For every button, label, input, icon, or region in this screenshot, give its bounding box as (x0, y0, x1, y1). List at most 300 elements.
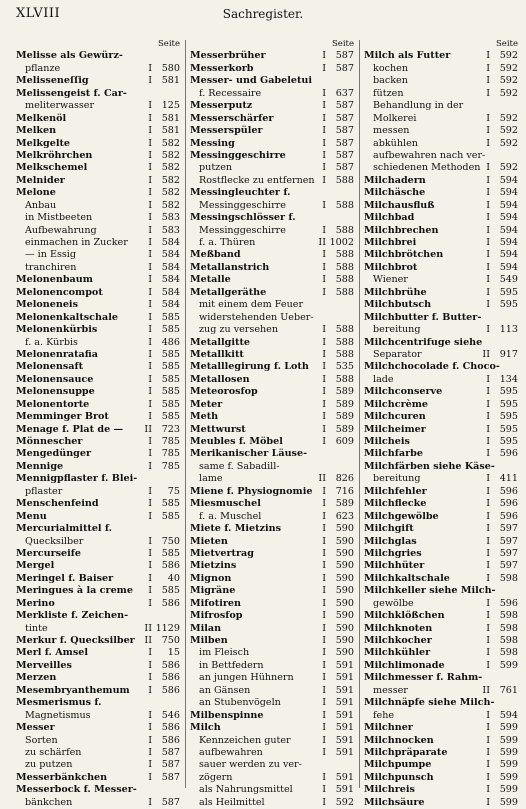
entry-term: Melnider (16, 174, 65, 186)
index-entry (16, 150, 180, 162)
index-entry (16, 399, 180, 411)
entry-page: 599 (499, 784, 518, 796)
index-entry (364, 623, 518, 635)
entry-term: gewölbe (373, 597, 414, 609)
index-entry (364, 759, 518, 771)
index-entry (16, 647, 180, 659)
entry-page: 589 (335, 386, 354, 398)
entry-volume: I (322, 547, 326, 559)
index-entry (364, 299, 518, 311)
index-entry (16, 187, 180, 199)
entry-term: Rostflecke zu entfernen (199, 174, 315, 186)
entry-page: 590 (335, 547, 354, 559)
entry-term: backen (373, 75, 408, 87)
entry-page: 723 (161, 423, 180, 435)
entry-volume: I (322, 386, 326, 398)
index-entry (190, 523, 354, 535)
index-entry (190, 536, 354, 548)
entry-volume: I (148, 684, 152, 696)
entry-page: 587 (335, 112, 354, 124)
index-entry (190, 461, 354, 473)
entry-page: 592 (499, 50, 518, 62)
entry-term: Mennigpflaster f. Blei- (16, 473, 138, 485)
index-entry (16, 287, 180, 299)
index-entry (190, 573, 354, 585)
entry-volume: I (322, 697, 326, 709)
index-entry (16, 486, 180, 498)
entry-page: 750 (161, 635, 180, 646)
entry-page: 826 (335, 473, 354, 485)
entry-volume: I (322, 348, 326, 360)
entry-term: Milchbrei (364, 237, 417, 248)
entry-page: 597 (499, 560, 518, 572)
entry-volume: I (148, 224, 152, 236)
index-entry (364, 772, 518, 784)
entry-volume: I (148, 100, 152, 112)
index-entry (16, 772, 180, 784)
entry-volume: I (486, 746, 490, 758)
entry-term: zögern (199, 771, 233, 783)
entry-page: 581 (161, 125, 180, 137)
entry-term: Milchcrème (364, 398, 428, 410)
entry-page: 592 (499, 75, 518, 87)
entry-page: 592 (499, 112, 518, 124)
index-entry (190, 386, 354, 398)
index-entry (364, 424, 518, 436)
entry-term: Melonenbaum (16, 274, 93, 286)
index-entry (190, 162, 354, 174)
entry-term: messer (373, 684, 408, 696)
entry-term: Aufbewahrung (25, 224, 97, 236)
entry-page: 637 (335, 87, 354, 99)
entry-term: Melone (16, 187, 56, 199)
entry-volume: I (148, 361, 152, 373)
index-entry (16, 200, 180, 212)
entry-term: Mieten (190, 535, 228, 547)
index-entry (364, 138, 518, 150)
index-entry (190, 685, 354, 697)
entry-term: Meth (190, 411, 219, 423)
index-entry (190, 635, 354, 647)
entry-page: 587 (335, 162, 354, 174)
index-entry (16, 747, 180, 759)
entry-volume: I (148, 597, 152, 609)
entry-page: 585 (161, 398, 180, 410)
entry-term: Melisse als Gewürz- (16, 50, 123, 62)
entry-page: 411 (499, 473, 518, 485)
entry-term: Milchpräparate (364, 746, 448, 758)
entry-volume: I (322, 784, 326, 796)
entry-term: Messerbrüher (190, 50, 266, 62)
entry-page: 599 (499, 734, 518, 746)
entry-term: Menage f. Plat de — (16, 423, 124, 435)
entry-page: 599 (499, 759, 518, 771)
entry-volume: I (486, 560, 490, 572)
entry-volume: I (486, 224, 490, 236)
entry-page: 586 (161, 684, 180, 696)
entry-term: kochen (373, 62, 408, 74)
entry-term: widerstehenden Ueber- (199, 311, 314, 323)
entry-volume: I (486, 411, 490, 423)
index-entry (16, 722, 180, 734)
entry-term: Milchkaltschale (364, 572, 450, 584)
entry-volume: I (148, 274, 152, 286)
entry-page: 546 (161, 709, 180, 721)
index-entry (190, 262, 354, 274)
entry-page: 588 (335, 174, 354, 186)
index-entry (16, 424, 180, 436)
entry-page: 549 (499, 274, 518, 286)
entry-page: 595 (499, 286, 518, 298)
index-entry (16, 523, 180, 535)
entry-page: 40 (167, 572, 180, 584)
entry-volume: I (322, 112, 326, 124)
entry-page: 125 (161, 100, 180, 112)
entry-term: pflaster (25, 485, 63, 497)
entry-term: Milchfärben siehe Käse- (364, 460, 495, 472)
index-entry (190, 647, 354, 659)
entry-volume: I (322, 224, 326, 236)
index-entry (16, 125, 180, 137)
index-entry (16, 262, 180, 274)
entry-term: einmachen in Zucker (25, 237, 128, 248)
entry-page: 595 (499, 299, 518, 311)
index-entry (190, 548, 354, 560)
index-entry (364, 511, 518, 523)
entry-page: 584 (161, 299, 180, 311)
entry-page: 598 (499, 610, 518, 622)
entry-volume: I (486, 784, 490, 796)
entry-term: Merl f. Amsel (16, 647, 88, 659)
entry-term: abkühlen (373, 137, 418, 149)
index-entry (190, 138, 354, 150)
entry-page: 785 (161, 460, 180, 472)
entry-page: 785 (161, 436, 180, 447)
index-entry (364, 100, 518, 112)
entry-volume: I (322, 535, 326, 547)
entry-volume: I (322, 597, 326, 609)
entry-term: an Stubenvögeln (199, 697, 281, 709)
entry-volume: I (486, 324, 490, 336)
entry-page: 590 (335, 622, 354, 634)
entry-term: Milchglas (364, 535, 417, 547)
entry-term: Mettwurst (190, 423, 246, 435)
entry-page: 587 (161, 771, 180, 783)
entry-page: 486 (161, 336, 180, 348)
index-entry (190, 486, 354, 498)
entry-volume: I (486, 237, 490, 248)
entry-term: im Fleisch (199, 647, 250, 659)
entry-term: sauer werden zu ver- (199, 759, 302, 771)
index-entry (364, 200, 518, 212)
entry-page: 599 (499, 771, 518, 783)
entry-volume: I (486, 274, 490, 286)
seite-label: Seite (157, 39, 180, 49)
index-column-2 (190, 38, 354, 808)
entry-term: Milchreis (364, 784, 415, 796)
entry-term: bereitung (373, 324, 421, 336)
entry-term: Milchgries (364, 547, 422, 559)
entry-term: Sorten (25, 734, 58, 746)
entry-page: 592 (335, 796, 354, 808)
entry-term: pflanze (25, 62, 61, 74)
entry-page: 589 (335, 398, 354, 410)
entry-page: 597 (499, 523, 518, 535)
entry-page: 750 (161, 535, 180, 547)
index-entry (190, 560, 354, 572)
entry-term: Messinggeschirre (190, 149, 286, 161)
entry-volume: I (322, 174, 326, 186)
index-entry (16, 50, 180, 62)
entry-page: 917 (499, 348, 518, 360)
entry-page: 595 (499, 436, 518, 447)
entry-term: Menu (16, 510, 47, 522)
entry-page: 583 (161, 212, 180, 224)
entry-volume: II (318, 237, 326, 248)
entry-volume: I (148, 746, 152, 758)
entry-volume: II (144, 635, 152, 646)
index-entry (190, 672, 354, 684)
entry-volume: II (144, 622, 152, 634)
entry-term: Milchflecke (364, 498, 427, 510)
entry-page: 586 (161, 560, 180, 572)
column-header (364, 38, 518, 50)
entry-volume: I (486, 647, 490, 659)
index-entry (364, 349, 518, 361)
entry-page: 75 (167, 485, 180, 497)
entry-page: 594 (499, 237, 518, 248)
index-entry (190, 361, 354, 373)
entry-term: Milbenspinne (190, 709, 264, 721)
entry-volume: I (322, 361, 326, 373)
index-entry (364, 386, 518, 398)
entry-term: Milcheimer (364, 423, 426, 435)
entry-term: Melonenratafia (16, 348, 98, 360)
entry-page: 535 (335, 361, 354, 373)
index-entry (16, 672, 180, 684)
entry-volume: I (322, 423, 326, 435)
entry-page: 609 (335, 436, 354, 447)
entry-term: Messerkorb (190, 62, 254, 74)
entry-term: Mesmerismus f. (16, 697, 102, 709)
entry-volume: I (486, 498, 490, 510)
entry-term: Messer- und Gabeletui (190, 75, 313, 87)
entry-volume: I (322, 162, 326, 174)
entry-page: 596 (499, 498, 518, 510)
index-entry (364, 50, 518, 62)
entry-page: 599 (499, 796, 518, 808)
entry-term: Milchkeller siehe Milch- (364, 585, 496, 597)
entry-page: 581 (161, 75, 180, 87)
index-entry (364, 150, 518, 162)
entry-page: 592 (499, 87, 518, 99)
entry-page: 588 (335, 249, 354, 261)
entry-volume: II (482, 684, 490, 696)
index-entry (364, 374, 518, 386)
index-entry (364, 635, 518, 647)
index-entry (364, 735, 518, 747)
index-entry (190, 498, 354, 510)
entry-term: Melken (16, 125, 57, 137)
entry-page: 588 (335, 224, 354, 236)
entry-volume: I (148, 62, 152, 74)
index-entry (364, 585, 518, 597)
entry-term: Melkröhrchen (16, 149, 93, 161)
index-entry (364, 560, 518, 572)
index-entry (16, 138, 180, 150)
entry-volume: I (148, 709, 152, 721)
entry-volume: I (148, 237, 152, 248)
entry-volume: I (322, 411, 326, 423)
index-entry (190, 88, 354, 100)
entry-volume: I (322, 261, 326, 273)
entry-term: an Gänsen (199, 684, 251, 696)
entry-term: mit einem dem Feuer (199, 299, 304, 311)
index-entry (16, 349, 180, 361)
entry-term: Merikanischer Läuse- (190, 448, 308, 460)
column-divider (359, 40, 360, 788)
entry-term: Milchnäpfe siehe Milch- (364, 697, 495, 709)
index-entry (16, 635, 180, 647)
index-entry (190, 312, 354, 324)
entry-volume: I (486, 62, 490, 74)
entry-term: Metallgitte (190, 336, 250, 348)
entry-volume: I (148, 460, 152, 472)
entry-term: Merkur f. Quecksilber (16, 635, 135, 646)
index-entry (190, 237, 354, 249)
entry-term: Milchbutter f. Butter- (364, 311, 482, 323)
index-entry (190, 660, 354, 672)
entry-volume: I (486, 112, 490, 124)
entry-page: 591 (335, 746, 354, 758)
index-entry (190, 411, 354, 423)
entry-page: 590 (335, 535, 354, 547)
entry-page: 585 (161, 498, 180, 510)
entry-volume: I (322, 684, 326, 696)
index-entry (364, 75, 518, 87)
entry-page: 134 (499, 373, 518, 385)
index-entry (190, 747, 354, 759)
page-title: Sachregister. (222, 7, 304, 21)
index-entry (190, 212, 354, 224)
index-entry (364, 685, 518, 697)
entry-volume: I (486, 137, 490, 149)
entry-page: 588 (335, 324, 354, 336)
entry-page: 588 (335, 336, 354, 348)
entry-page: 588 (335, 199, 354, 211)
entry-term: Milchbrechen (364, 224, 439, 236)
entry-page: 584 (161, 286, 180, 298)
entry-page: 587 (335, 50, 354, 62)
entry-term: Milcheis (364, 436, 410, 447)
index-entry (364, 448, 518, 460)
entry-page: 590 (335, 560, 354, 572)
entry-page: 585 (161, 373, 180, 385)
entry-term: Melkschemel (16, 162, 88, 174)
index-entry (190, 75, 354, 87)
entry-term: Messerspüler (190, 125, 263, 137)
entry-volume: I (148, 199, 152, 211)
entry-volume: I (148, 398, 152, 410)
entry-page: 589 (335, 498, 354, 510)
entry-term: Memminger Brot (16, 411, 109, 423)
index-entry (16, 610, 180, 622)
entry-term: Milchsäure (364, 796, 425, 808)
index-entry (364, 237, 518, 249)
entry-term: in Mistbeeten (25, 212, 93, 224)
entry-volume: I (486, 796, 490, 808)
entry-page: 586 (161, 722, 180, 734)
index-entry (16, 735, 180, 747)
index-entry (190, 399, 354, 411)
index-entry (16, 498, 180, 510)
entry-page: 591 (335, 784, 354, 796)
entry-page: 585 (161, 585, 180, 597)
entry-term: schiedenen Methoden (373, 162, 481, 174)
index-entry (364, 548, 518, 560)
entry-volume: I (148, 174, 152, 186)
entry-volume: I (148, 572, 152, 584)
entry-page: 598 (499, 572, 518, 584)
index-entry (16, 361, 180, 373)
entry-term: Meubles f. Möbel (190, 436, 283, 447)
page-header (0, 6, 526, 24)
entry-volume: I (148, 299, 152, 311)
index-entry (364, 361, 518, 373)
entry-page: 591 (335, 684, 354, 696)
index-entry (16, 88, 180, 100)
entry-term: Miene f. Physiognomie (190, 485, 313, 497)
entry-page: 595 (499, 386, 518, 398)
entry-volume: I (322, 125, 326, 137)
index-entry (16, 324, 180, 336)
index-entry (16, 461, 180, 473)
entry-term: Messinggeschirre (199, 199, 286, 211)
entry-volume: I (148, 261, 152, 273)
entry-volume: I (486, 187, 490, 199)
entry-term: Messer (16, 722, 55, 734)
entry-page: 585 (161, 547, 180, 559)
entry-page: 590 (335, 610, 354, 622)
index-entry (190, 424, 354, 436)
entry-term: tinte (25, 622, 48, 634)
index-entry (16, 759, 180, 771)
entry-volume: I (148, 187, 152, 199)
entry-term: Kennzeichen guter (199, 734, 291, 746)
entry-volume: I (486, 174, 490, 186)
index-entry (16, 175, 180, 187)
entry-term: — in Essig (25, 249, 76, 261)
index-entry (190, 113, 354, 125)
index-entry (364, 187, 518, 199)
entry-term: Miete f. Mietzins (190, 523, 281, 535)
entry-page: 785 (161, 448, 180, 460)
entry-term: Milchkocher (364, 635, 432, 646)
entry-term: Quecksilber (25, 535, 84, 547)
entry-volume: I (486, 162, 490, 174)
entry-page: 585 (161, 386, 180, 398)
entry-page: 15 (167, 647, 180, 659)
index-entry (16, 448, 180, 460)
entry-term: Meloneneis (16, 299, 78, 311)
entry-page: 587 (335, 62, 354, 74)
index-entry (190, 473, 354, 485)
index-entry (190, 610, 354, 622)
entry-page: 585 (161, 411, 180, 423)
entry-page: 623 (335, 510, 354, 522)
index-entry (364, 797, 518, 809)
entry-volume: I (322, 324, 326, 336)
